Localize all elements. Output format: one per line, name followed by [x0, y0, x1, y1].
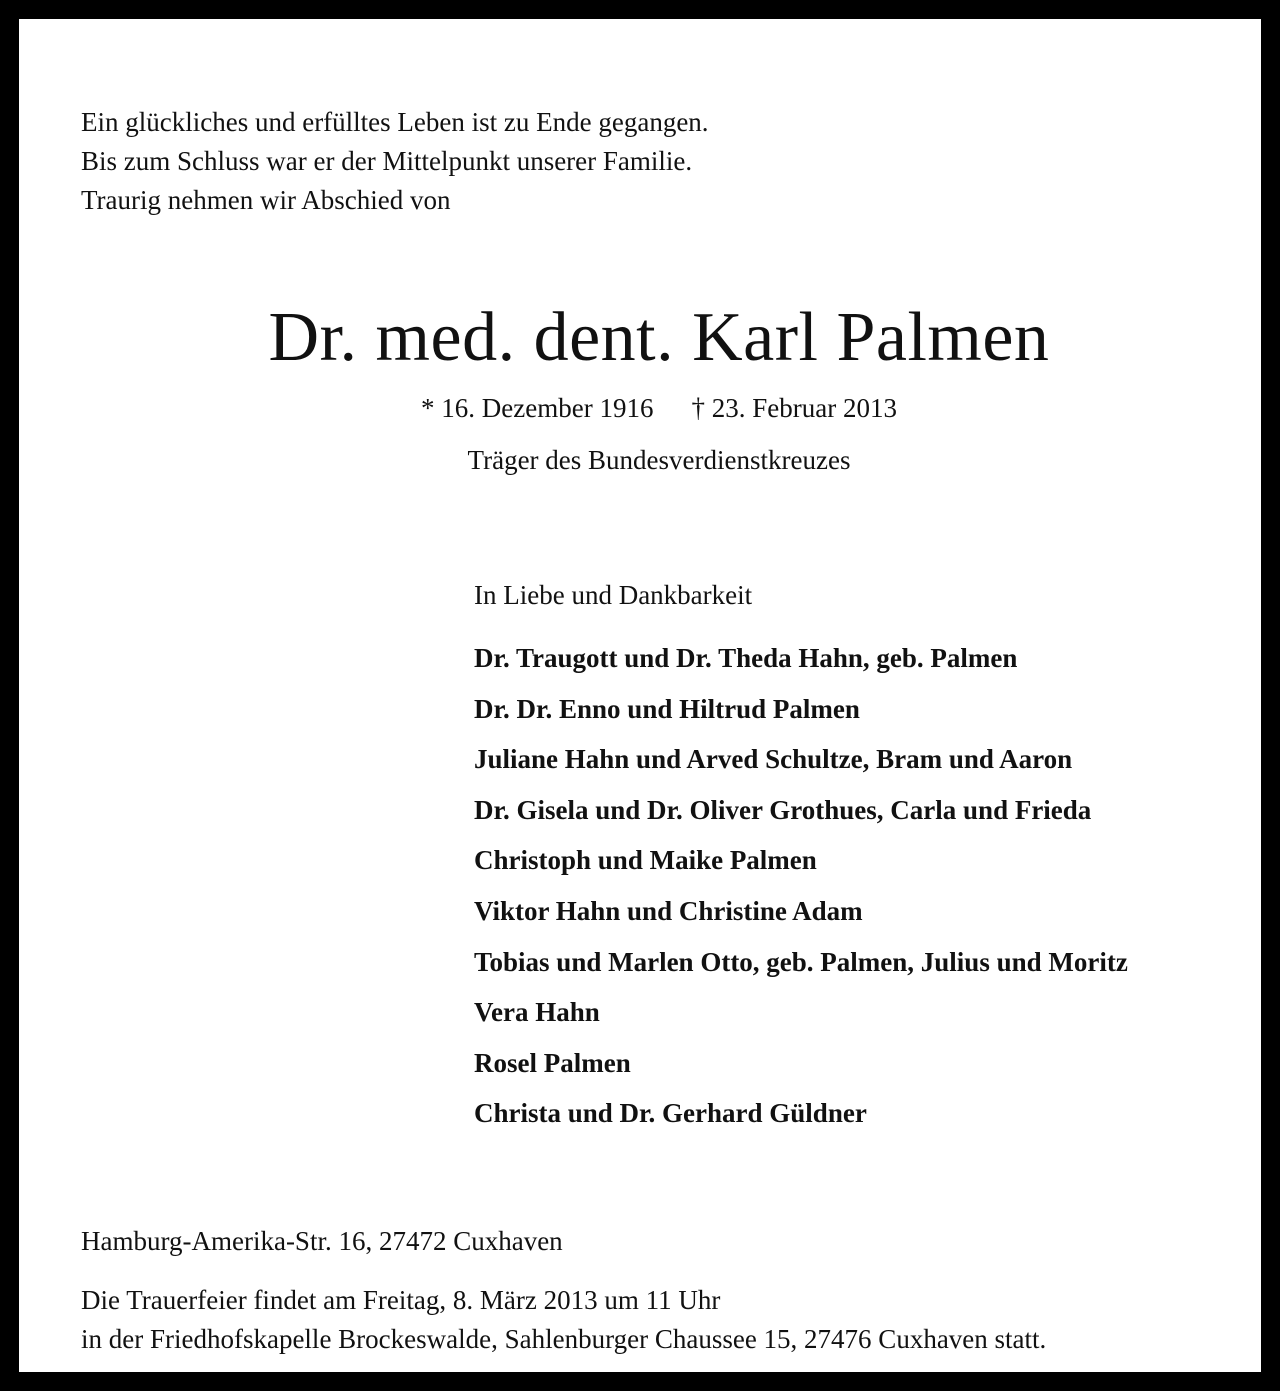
funeral-line: Die Trauerfeier findet am Freitag, 8. März 2013 um 11 Uhr	[81, 1285, 721, 1315]
mourner-entry: Tobias und Marlen Otto, geb. Palmen, Julius und Moritz	[474, 946, 1128, 977]
mourners-heading: In Liebe und Dankbarkeit	[474, 580, 753, 610]
intro-text	[81, 103, 709, 220]
deceased-name: Dr. med. dent. Karl Palmen	[268, 299, 1050, 376]
life-dates	[19, 390, 1280, 426]
mourner-entry: Juliane Hahn und Arved Schultze, Bram und Aaron	[474, 744, 1073, 775]
funeral-info	[81, 1281, 1046, 1359]
mourners-list	[474, 633, 1128, 1139]
mourner-entry: Rosel Palmen	[474, 1047, 631, 1078]
mourner-entry: Viktor Hahn und Christine Adam	[474, 895, 863, 926]
mourner-entry: Christoph und Maike Palmen	[474, 845, 817, 876]
birth-date: * 16. Dezember 1916	[421, 393, 654, 423]
honor-line: Träger des Bundesverdienstkreuzes	[467, 445, 851, 475]
intro-line: Traurig nehmen wir Abschied von	[81, 185, 451, 215]
death-date: † 23. Februar 2013	[691, 393, 897, 423]
intro-line: Bis zum Schluss war er der Mittelpunkt unserer Familie.	[81, 146, 693, 176]
family-address: Hamburg-Amerika-Str. 16, 27472 Cuxhaven	[81, 1226, 563, 1256]
mourner-entry: Dr. Traugott und Dr. Theda Hahn, geb. Palmen	[474, 643, 1018, 673]
mourner-entry: Dr. Gisela und Dr. Oliver Grothues, Carla und Frieda	[474, 794, 1092, 825]
funeral-line: in der Friedhofskapelle Brockeswalde, Sahlenburger Chaussee 15, 27476 Cuxhaven statt.	[81, 1324, 1047, 1354]
mourner-entry: Vera Hahn	[474, 997, 600, 1028]
mourner-entry: Dr. Dr. Enno und Hiltrud Palmen	[474, 693, 860, 724]
mourner-entry: Christa und Dr. Gerhard Güldner	[474, 1098, 867, 1129]
intro-line: Ein glückliches und erfülltes Leben ist zu Ende gegangen.	[81, 107, 709, 137]
